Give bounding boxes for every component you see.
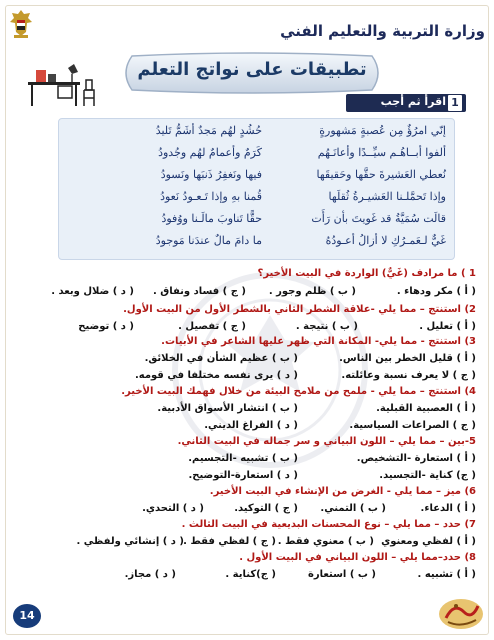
egypt-emblem-icon	[8, 8, 34, 40]
question-5-options-row2	[26, 470, 476, 484]
q1-option-b[interactable]: ( ب ) ظلم وجور .	[268, 286, 356, 297]
section-title: اقرأ ثم أجب	[380, 95, 446, 108]
ministry-title: وزارة التربية والتعليم الفني	[280, 22, 485, 40]
q6-option-d[interactable]: ( د ) التحدي.	[142, 503, 204, 514]
q2-option-b[interactable]: ( ب ) نتيجة .	[295, 321, 358, 332]
question-8-options	[26, 569, 476, 583]
question-7-options	[26, 536, 476, 550]
q3-option-d[interactable]: ( د ) يرى نفسه مختلفا في قومه.	[134, 370, 298, 381]
q5-option-b[interactable]: ( ب ) تشبيه -التجسيم.	[188, 453, 298, 464]
q7-option-a[interactable]: ( أ ) لفظي ومعنوي	[381, 536, 476, 547]
question-8: 8) حدد–مما يلي – اللون البياني في البيت الأول .	[239, 552, 476, 563]
page-title: تطبيقات على نواتج التعلم	[137, 59, 367, 80]
page-number: 14	[13, 604, 41, 628]
q4-option-b[interactable]: ( ب ) انتشار الأسواق الأدبية.	[157, 403, 298, 414]
q5-option-a[interactable]: ( أ ) استعارة -التشخيص.	[356, 453, 476, 464]
q1-option-c[interactable]: ( ج ) فساد ونفاق .	[152, 286, 246, 297]
verse-5-right: قالَت سُمَيَّةُ قد غَويتَ بأن رَأَت	[311, 212, 446, 225]
q7-option-d[interactable]: ( د ) إنشائي ولفظي .	[76, 536, 184, 547]
verse-6-right: غَيٌّ لـعَمـرُكِ لا أزالُ أعـودُهُ	[325, 234, 446, 247]
q3-option-c[interactable]: ( ج ) لا يعرف نسبة وعائلته.	[341, 370, 476, 381]
q6-option-c[interactable]: ( ج ) التوكيد.	[234, 503, 298, 514]
question-3-options-row2	[26, 370, 476, 384]
q8-option-b[interactable]: ( ب ) استعارة	[307, 569, 376, 580]
q3-option-a[interactable]: ( أ ) قليل الخطر بين الناس.	[339, 353, 476, 364]
verse-6-left: ما دامَ مالٌ عندَنا مَوجودُ	[155, 234, 262, 247]
q5-option-d[interactable]: ( د ) استعارة-التوضيح.	[188, 470, 298, 481]
q5-option-c[interactable]: ( ج) كناية -التجسيد.	[379, 470, 476, 481]
question-5-options-row1	[26, 453, 476, 467]
q2-option-c[interactable]: ( ج ) تفصيل .	[178, 321, 246, 332]
q2-option-a[interactable]: ( أ ) تعليل .	[419, 321, 476, 332]
verse-4-left: قُمنا بهِ وإذا تَـعـودُ نَعودُ	[160, 190, 262, 203]
section-number: 1	[448, 95, 462, 111]
q1-option-a[interactable]: ( أ ) مكر ودهاء .	[396, 286, 476, 297]
q8-option-a[interactable]: ( أ ) تشبيه .	[417, 569, 476, 580]
question-6: 6) ميز – مما يلي - الغرض من الإنشاء في البيت الأخير.	[209, 486, 476, 497]
verse-5-left: حقًّا تَناوبَ مالَـنا ووُفودُ	[161, 212, 262, 225]
question-2: 2) استنتج – مما يلي -علاقة الشطر الثاني بالشطر الأول من البيت الأول.	[123, 304, 476, 315]
question-4-options-row2	[26, 420, 476, 434]
question-7: 7) حدد – مما يلي – نوع المحسنات البديعية في البيت الثالث .	[181, 519, 476, 530]
student-desk-icon	[22, 60, 102, 108]
question-3: 3) استنتج - مما يلي- المكانة التي ظهر عليها الشاعر في الأبيات.	[161, 336, 476, 347]
q7-option-c[interactable]: ( ج ) لفظي فقط .	[183, 536, 276, 547]
verse-2-left: كَرَمٌ وأعمامٌ لهُم وجُدودُ	[158, 146, 262, 159]
q4-option-a[interactable]: ( أ ) العصبية القبلية.	[376, 403, 476, 414]
verse-3-left: فيها ونَغفِرُ ذَنبَها ونَسودُ	[160, 168, 262, 181]
question-4-options-row1	[26, 403, 476, 417]
question-1: 1 ) ما مرادف (غَيٌّ) الواردة في البيت الأخير؟	[257, 268, 476, 279]
question-1-options	[26, 286, 476, 300]
verse-3-right: نُعطي العَشيرةَ حقَّها وحَقيقَها	[316, 168, 446, 181]
verse-2-right: ألفوا أبــاهُـم سيِّــدًا وأعانَـهُم	[317, 146, 446, 159]
question-6-options	[26, 503, 476, 517]
q6-option-a[interactable]: ( أ ) الدعاء.	[420, 503, 476, 514]
q4-option-c[interactable]: ( ج ) الصراعات السياسية.	[349, 420, 476, 431]
question-4: 4) استنتج – مما يلي - ملمح من ملامح البيئة من خلال فهمك البيت الأخير.	[121, 386, 476, 397]
q2-option-d[interactable]: ( د ) توضيح	[78, 321, 134, 332]
q8-option-c[interactable]: ( ج)كناية .	[225, 569, 276, 580]
q4-option-d[interactable]: ( د ) الفراغ الديني.	[204, 420, 298, 431]
arabic-subject-logo-icon	[436, 592, 486, 632]
q6-option-b[interactable]: ( ب ) التمني.	[320, 503, 386, 514]
q8-option-d[interactable]: ( د ) مجاز.	[124, 569, 176, 580]
q3-option-b[interactable]: ( ب ) عظيم الشأن في الخلائق.	[144, 353, 298, 364]
verse-1-left: حُشُدٍ لهُم مَجدٌ أشَمُّ تَليدُ	[155, 124, 262, 137]
question-5: 5-بين – مما يلي – اللون البياني و سر جماله في البيت الثاني.	[177, 436, 476, 447]
q7-option-b[interactable]: ( ب ) معنوي فقط .	[277, 536, 374, 547]
question-3-options-row1	[26, 353, 476, 367]
q1-option-d[interactable]: ( د ) ضلال وبعد .	[51, 286, 134, 297]
verse-1-right: إنّي امرُؤٌ مِن عُصبةٍ مَشهورةٍ	[319, 124, 446, 137]
verse-4-right: وإذا تَحمَّلـنا العَشيـرةُ ثُقلَها	[328, 190, 446, 203]
question-2-options	[26, 321, 476, 335]
